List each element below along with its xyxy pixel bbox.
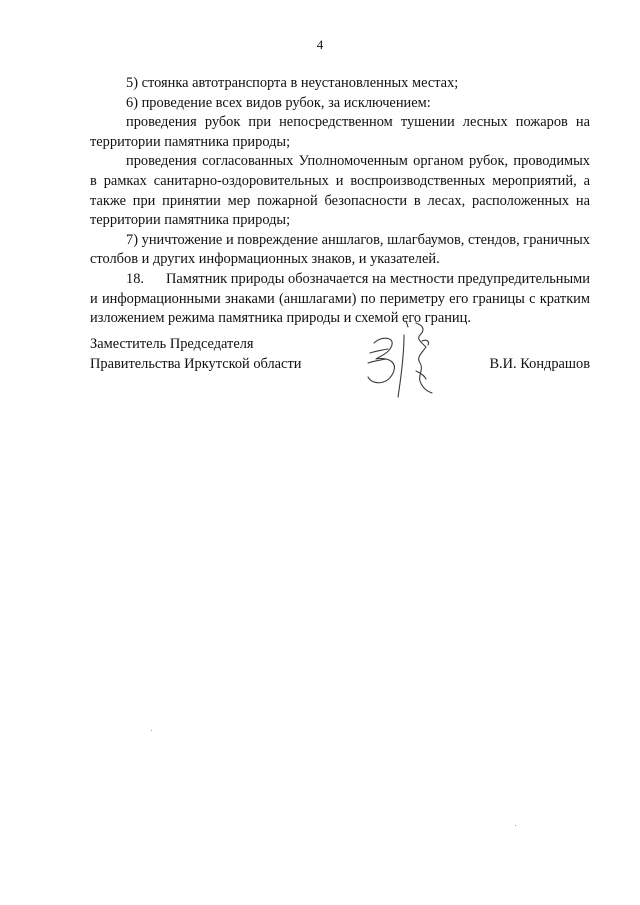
paragraph-item-7: 7) уничтожение и повреждение аншлагов, шлагбаумов, стендов, граничных столбов и других информационных знаков, и указателей. (90, 231, 590, 268)
paragraph-clause-18: 18. Памятник природы обозначается на местности предупредительными и информационными знаками (аншлагами) по периметру его границы с кратким изложением режима памятника природы и схемой его границ. (90, 270, 590, 327)
handwritten-signature (360, 313, 456, 405)
signatory-title-line2: Правительства Иркутской области (90, 355, 302, 372)
page-number: 4 (316, 37, 324, 52)
signer-name: В.И. Кондрашов (489, 355, 590, 372)
scan-speck (515, 825, 516, 826)
paragraph-exception-approved-felling: проведения согласованных Уполномоченным органом рубок, проводимых в рамках санитарно-оздоровительных и воспроизводственных мероприятий, а также при принятии мер пожарной безопасности в лесах, расположенных на территории памятника природы; (90, 153, 590, 229)
scan-speck (151, 730, 152, 731)
paragraph-item-6: 6) проведение всех видов рубок, за исключением: (126, 94, 431, 111)
paragraph-exception-firefighting: проведения рубок при непосредственном тушении лесных пожаров на территории памятника природы; (90, 114, 590, 150)
signatory-title-line1: Заместитель Председателя (90, 336, 254, 352)
document-body (90, 74, 590, 329)
paragraph-item-5: 5) стоянка автотранспорта в неустановленных местах; (126, 75, 459, 91)
signature-block (90, 335, 590, 395)
